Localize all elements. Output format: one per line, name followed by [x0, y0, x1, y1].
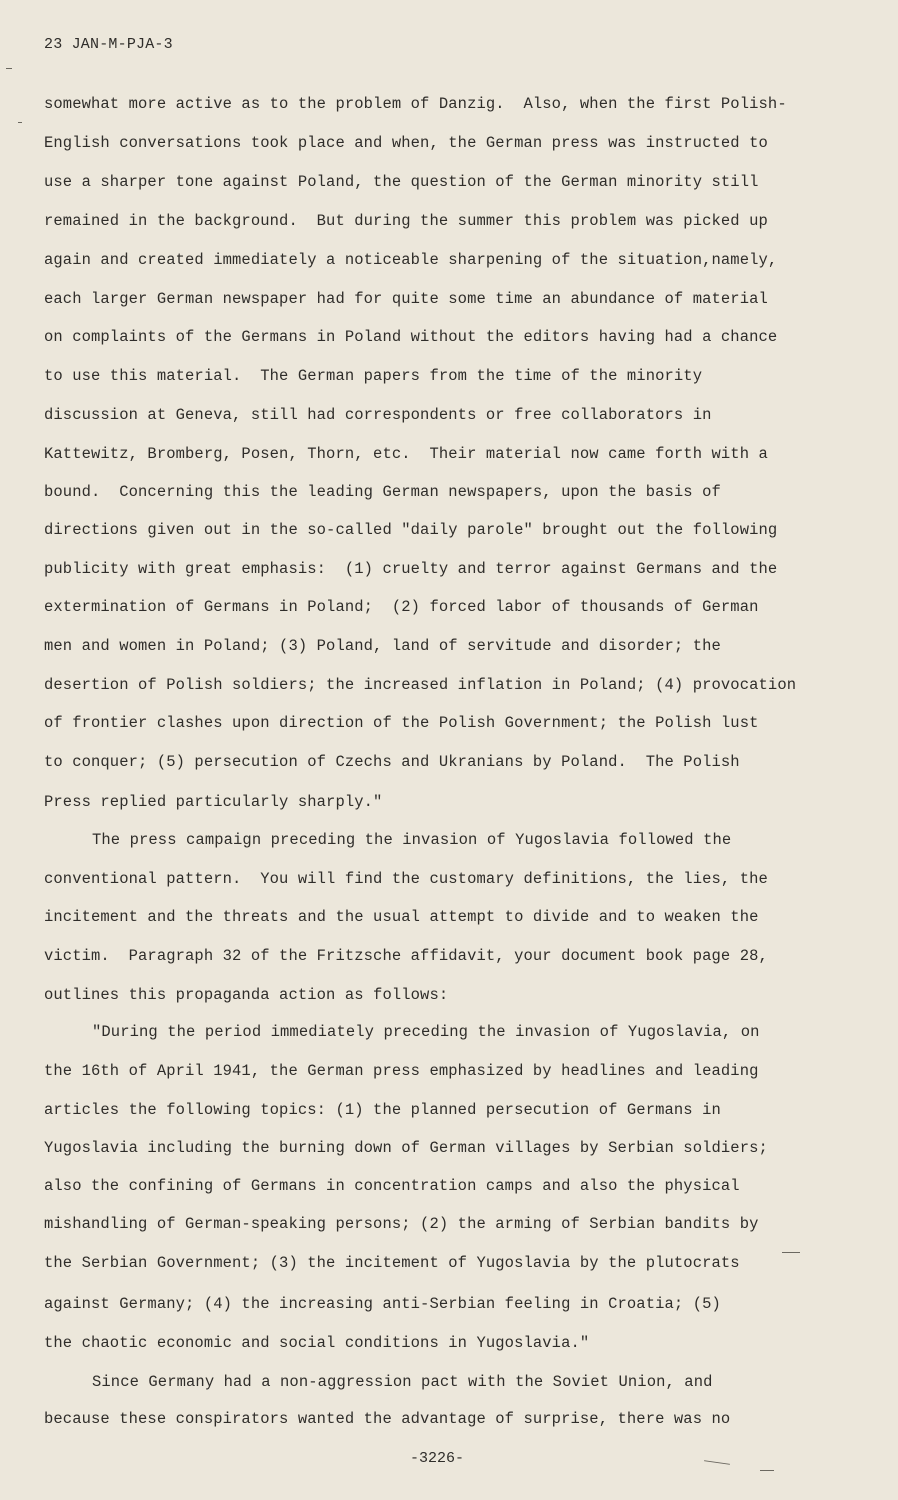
- text-line: discussion at Geneva, still had correspondents or free collaborators in: [44, 406, 712, 424]
- page-number: -3226-: [410, 1450, 465, 1467]
- text-line: the Serbian Government; (3) the incitement of Yugoslavia by the plutocrats: [44, 1254, 740, 1272]
- margin-mark: [6, 68, 12, 69]
- text-line: bound. Concerning this the leading German newspapers, upon the basis of: [44, 483, 721, 501]
- text-line: conventional pattern. You will find the customary definitions, the lies, the: [44, 870, 768, 888]
- text-line: Kattewitz, Bromberg, Posen, Thorn, etc. Their material now came forth with a: [44, 445, 768, 463]
- text-line: use a sharper tone against Poland, the question of the German minority still: [44, 173, 759, 191]
- text-line: of frontier clashes upon direction of the Polish Government; the Polish lust: [44, 714, 759, 732]
- text-line: incitement and the threats and the usual attempt to divide and to weaken the: [44, 908, 759, 926]
- text-line: remained in the background. But during the summer this problem was picked up: [44, 212, 768, 230]
- text-line: publicity with great emphasis: (1) cruelty and terror against Germans and the: [44, 560, 778, 578]
- margin-mark: [782, 1252, 800, 1253]
- text-line: articles the following topics: (1) the planned persecution of Germans in: [44, 1101, 721, 1119]
- text-line: desertion of Polish soldiers; the increased inflation in Poland; (4) provocation: [44, 676, 797, 694]
- text-line: because these conspirators wanted the advantage of surprise, there was no: [44, 1410, 731, 1428]
- text-line: somewhat more active as to the problem of Danzig. Also, when the first Polish-: [44, 95, 787, 113]
- text-line: mishandling of German-speaking persons; (2) the arming of Serbian bandits by: [44, 1215, 759, 1233]
- text-line: "During the period immediately preceding the invasion of Yugoslavia, on: [92, 1023, 760, 1041]
- margin-mark: [760, 1470, 774, 1471]
- text-line: victim. Paragraph 32 of the Fritzsche affidavit, your document book page 28,: [44, 947, 768, 965]
- text-line: The press campaign preceding the invasion of Yugoslavia followed the: [92, 831, 732, 849]
- text-line: English conversations took place and when, the German press was instructed to: [44, 134, 768, 152]
- text-line: outlines this propaganda action as follows:: [44, 986, 449, 1004]
- margin-mark: [18, 122, 22, 123]
- page-header: 23 JAN-M-PJA-3: [44, 36, 173, 53]
- text-line: the chaotic economic and social conditions in Yugoslavia.": [44, 1334, 590, 1352]
- text-line: against Germany; (4) the increasing anti-Serbian feeling in Croatia; (5): [44, 1295, 721, 1313]
- text-line: directions given out in the so-called "daily parole" brought out the following: [44, 521, 778, 539]
- text-line: also the confining of Germans in concentration camps and also the physical: [44, 1177, 740, 1195]
- text-line: Press replied particularly sharply.": [44, 793, 383, 811]
- text-line: Since Germany had a non-aggression pact with the Soviet Union, and: [92, 1373, 713, 1391]
- text-line: each larger German newspaper had for quite some time an abundance of material: [44, 290, 768, 308]
- text-line: again and created immediately a noticeable sharpening of the situation,namely,: [44, 251, 778, 269]
- text-line: men and women in Poland; (3) Poland, land of servitude and disorder; the: [44, 637, 721, 655]
- text-line: to conquer; (5) persecution of Czechs and Ukranians by Poland. The Polish: [44, 753, 740, 771]
- text-line: the 16th of April 1941, the German press emphasized by headlines and leading: [44, 1062, 759, 1080]
- text-line: Yugoslavia including the burning down of German villages by Serbian soldiers;: [44, 1139, 768, 1157]
- text-line: to use this material. The German papers from the time of the minority: [44, 367, 703, 385]
- margin-mark: [704, 1460, 730, 1465]
- text-line: on complaints of the Germans in Poland without the editors having had a chance: [44, 328, 778, 346]
- text-line: extermination of Germans in Poland; (2) forced labor of thousands of German: [44, 598, 759, 616]
